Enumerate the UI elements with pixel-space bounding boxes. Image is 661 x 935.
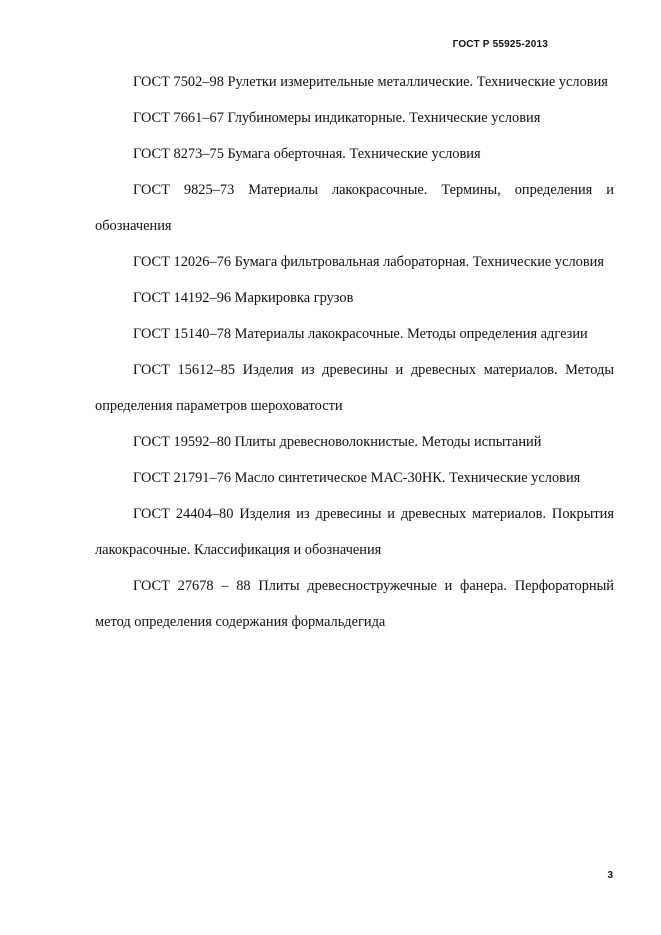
reference-item: ГОСТ 21791–76 Масло синтетическое МАС-30НК. Технические условия <box>133 470 581 486</box>
reference-item: ГОСТ 12026–76 Бумага фильтровальная лабораторная. Технические условия <box>133 254 604 270</box>
reference-item: ГОСТ 14192–96 Маркировка грузов <box>133 290 354 306</box>
reference-item: ГОСТ 19592–80 Плиты древесноволокнистые. Методы испытаний <box>133 434 542 450</box>
reference-item: ГОСТ 24404–80 Изделия из древесины и древесных материалов. Покрытия лакокрасочные. Классификация и обозначения <box>95 506 614 558</box>
reference-item: ГОСТ 27678 – 88 Плиты древесностружечные и фанера. Перфораторный метод определения содержания формальдегида <box>95 578 614 630</box>
reference-item: ГОСТ 9825–73 Материалы лакокрасочные. Термины, определения и обозначения <box>95 182 614 234</box>
reference-item: ГОСТ 8273–75 Бумага оберточная. Технические условия <box>133 146 481 162</box>
reference-item: ГОСТ 7661–67 Глубиномеры индикаторные. Технические условия <box>133 110 541 126</box>
reference-item: ГОСТ 15612–85 Изделия из древесины и древесных материалов. Методы определения параметров шероховатости <box>95 362 614 414</box>
reference-item: ГОСТ 7502–98 Рулетки измерительные металлические. Технические условия <box>133 74 608 90</box>
normative-references-list <box>95 64 614 640</box>
page-header: ГОСТ Р 55925-2013 <box>452 39 548 50</box>
reference-item: ГОСТ 15140–78 Материалы лакокрасочные. Методы определения адгезии <box>133 326 588 342</box>
page-number: 3 <box>607 870 613 881</box>
